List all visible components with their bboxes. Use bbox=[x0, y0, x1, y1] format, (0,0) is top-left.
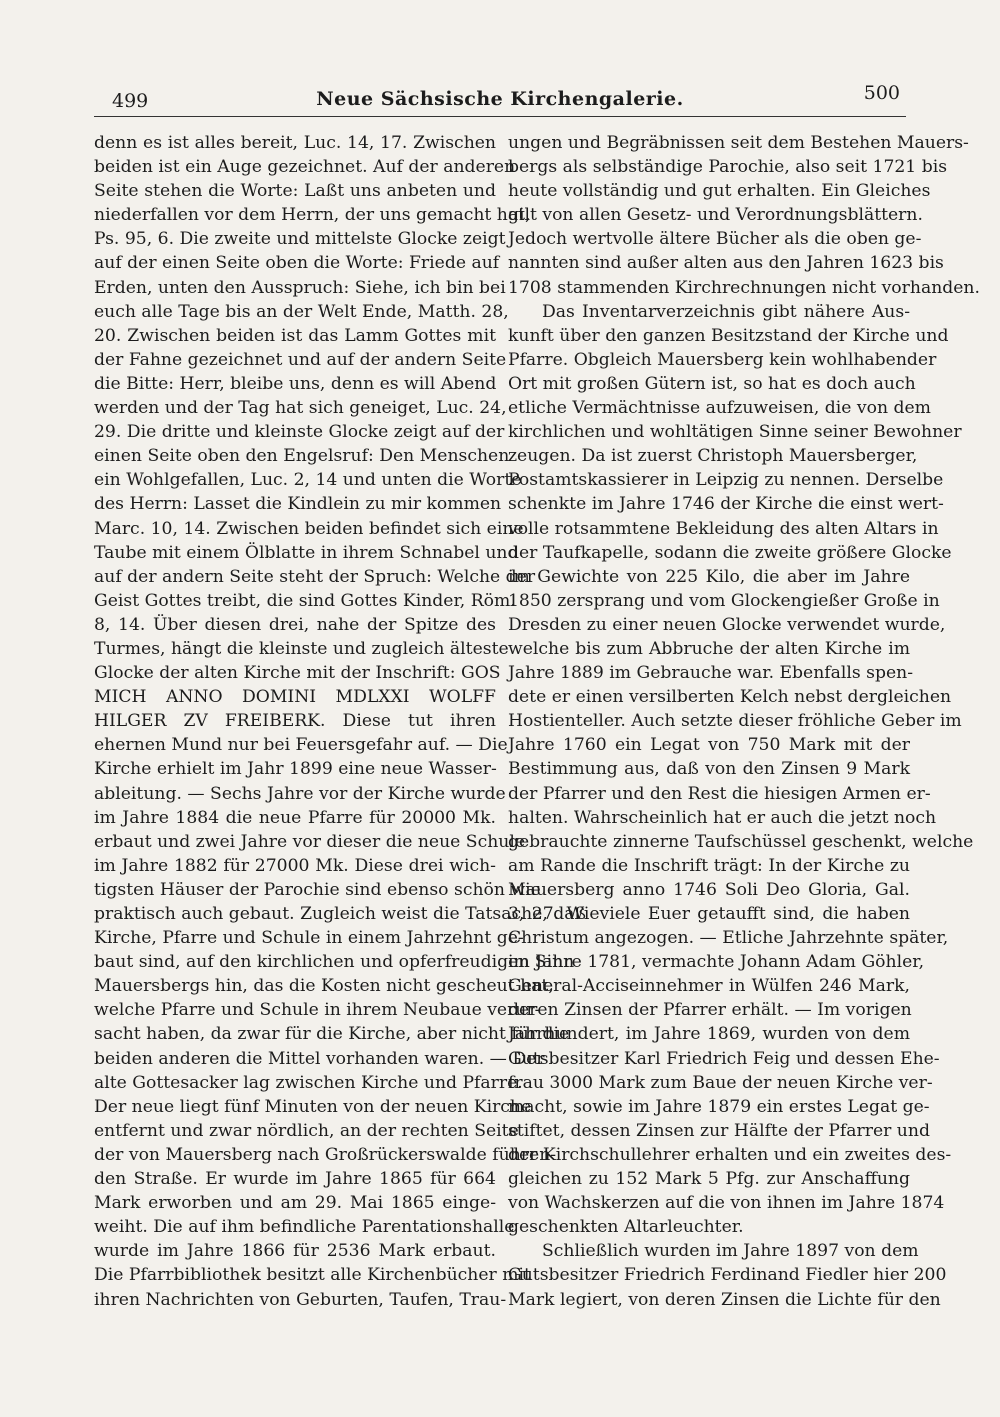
text-line: Der neue liegt fünf Minuten von der neuen Kirche bbox=[94, 1096, 532, 1117]
text-line: zeugen. Da ist zuerst Christoph Mauersberger, bbox=[508, 446, 918, 467]
text-line: nannten sind außer alten aus den Jahren 1623 bis bbox=[508, 253, 944, 274]
text-line: Das Inventarverzeichnis gibt nähere Aus- bbox=[542, 301, 910, 322]
text-line: 29. Die dritte und kleinste Glocke zeigt auf der bbox=[94, 422, 505, 443]
text-line: beiden anderen die Mittel vorhanden waren. — Der bbox=[94, 1048, 545, 1069]
text-line: von Wachskerzen auf die von ihnen im Jahre 1874 bbox=[508, 1193, 945, 1214]
text-line: Mark erworben und am 29. Mai 1865 einge- bbox=[94, 1193, 496, 1214]
text-line: ihren Nachrichten von Geburten, Taufen, Trau- bbox=[94, 1289, 507, 1310]
text-line: ableitung. — Sechs Jahre vor der Kirche wurde bbox=[94, 783, 506, 804]
text-line: ein Wohlgefallen, Luc. 2, 14 und unten die Worte bbox=[94, 470, 522, 491]
text-line: Jedoch wertvolle ältere Bücher als die oben ge- bbox=[508, 229, 922, 250]
text-line: am Rande die Inschrift trägt: In der Kirche zu bbox=[508, 855, 910, 876]
left-text-column bbox=[94, 131, 586, 1312]
right-text-column bbox=[508, 131, 980, 1312]
text-line: tigsten Häuser der Parochie sind ebenso schön wie bbox=[94, 879, 541, 900]
text-line: dete er einen versilberten Kelch nebst dergleichen bbox=[508, 687, 952, 708]
text-line: im Jahre 1884 die neue Pfarre für 20000 Mk. bbox=[94, 807, 496, 828]
text-line: Kirche, Pfarre und Schule in einem Jahrzehnt ge- bbox=[94, 928, 524, 949]
text-line: wurde im Jahre 1866 für 2536 Mark erbaut. bbox=[94, 1241, 496, 1262]
text-line: deren Zinsen der Pfarrer erhält. — Im vorigen bbox=[508, 1000, 912, 1021]
text-line: alte Gottesacker lag zwischen Kirche und Pfarre. bbox=[94, 1072, 523, 1093]
text-line: ehernen Mund nur bei Feuersgefahr auf. — Die bbox=[94, 735, 508, 756]
text-line: kirchlichen und wohltätigen Sinne seiner Bewohner bbox=[508, 422, 962, 443]
page-header bbox=[94, 82, 906, 116]
text-line: 1850 zersprang und vom Glockengießer Große in bbox=[508, 590, 940, 611]
text-line: Ort mit großen Gütern ist, so hat es doch auch bbox=[508, 373, 916, 394]
text-line: 8, 14. Über diesen drei, nahe der Spitze des bbox=[94, 614, 496, 635]
text-line: Dresden zu einer neuen Glocke verwendet wurde, bbox=[508, 614, 946, 635]
text-line: werden und der Tag hat sich geneiget, Luc. 24, bbox=[94, 398, 507, 419]
text-line: Jahre 1889 im Gebrauche war. Ebenfalls spen- bbox=[508, 663, 914, 684]
text-line: Hostienteller. Auch setzte dieser fröhliche Geber im bbox=[508, 711, 962, 732]
text-line: Mark legiert, von deren Zinsen die Lichte für den bbox=[508, 1289, 941, 1310]
text-line: welche bis zum Abbruche der alten Kirche im bbox=[508, 638, 910, 659]
text-line: Ps. 95, 6. Die zweite und mittelste Glocke zeigt bbox=[94, 229, 506, 250]
text-line: Schließlich wurden im Jahre 1897 von dem bbox=[542, 1241, 919, 1262]
text-line: Die Pfarrbibliothek besitzt alle Kirchenbücher mit bbox=[94, 1265, 531, 1286]
text-line: der von Mauersberg nach Großrückerswalde führen- bbox=[94, 1144, 557, 1165]
text-line: 20. Zwischen beiden ist das Lamm Gottes mit bbox=[94, 325, 496, 346]
text-line: Mauersberg anno 1746 Soli Deo Gloria, Gal. bbox=[508, 879, 910, 900]
text-line: Taube mit einem Ölblatte in ihrem Schnabel und bbox=[94, 542, 519, 563]
text-line: 1708 stammenden Kirchrechnungen nicht vorhanden. bbox=[508, 277, 980, 298]
text-line: halten. Wahrscheinlich hat er auch die jetzt noch bbox=[508, 807, 937, 828]
text-line: praktisch auch gebaut. Zugleich weist die Tatsache, daß bbox=[94, 904, 586, 924]
text-line: bergs als selbständige Parochie, also seit 1721 bis bbox=[508, 157, 948, 178]
text-line: beiden ist ein Auge gezeichnet. Auf der anderen bbox=[94, 157, 516, 178]
page-number-right: 500 bbox=[863, 82, 900, 104]
text-line: ungen und Begräbnissen seit dem Bestehen Mauers- bbox=[508, 133, 969, 153]
text-line: weiht. Die auf ihm befindliche Parentationshalle bbox=[94, 1217, 515, 1238]
page-number-left: 499 bbox=[112, 90, 149, 112]
text-line: der Kirchschullehrer erhalten und ein zweites des- bbox=[508, 1144, 952, 1165]
text-line: im Gewichte von 225 Kilo, die aber im Jahre bbox=[508, 566, 910, 587]
text-line: den Straße. Er wurde im Jahre 1865 für 664 bbox=[94, 1169, 496, 1190]
text-line: im Jahre 1781, vermachte Johann Adam Göhler, bbox=[508, 952, 925, 973]
text-line: schenkte im Jahre 1746 der Kirche die einst wert- bbox=[508, 494, 944, 515]
text-line: der Pfarrer und den Rest die hiesigen Armen er- bbox=[508, 783, 931, 804]
text-line: HILGER ZV FREIBERK. Diese tut ihren bbox=[94, 711, 496, 732]
text-line: Marc. 10, 14. Zwischen beiden befindet sich eine bbox=[94, 518, 524, 539]
text-line: frau 3000 Mark zum Baue der neuen Kirche ver- bbox=[508, 1072, 933, 1093]
text-line: gleichen zu 152 Mark 5 Pfg. zur Anschaffung bbox=[508, 1169, 910, 1190]
text-line: niederfallen vor dem Herrn, der uns gemacht hat, bbox=[94, 205, 531, 226]
text-line: baut sind, auf den kirchlichen und opferfreudigen Sinn bbox=[94, 952, 575, 973]
text-line: geschenkten Altarleuchter. bbox=[508, 1217, 744, 1238]
text-line: etliche Vermächtnisse aufzuweisen, die von dem bbox=[508, 398, 931, 419]
text-line: denn es ist alles bereit, Luc. 14, 17. Zwischen bbox=[94, 133, 496, 153]
text-line: sacht haben, da zwar für die Kirche, aber nicht für die bbox=[94, 1024, 570, 1045]
text-line: 3, 27. Wieviele Euer getaufft sind, die haben bbox=[508, 904, 910, 924]
text-line: erbaut und zwei Jahre vor dieser die neue Schule bbox=[94, 831, 526, 852]
text-line: Erden, unten den Ausspruch: Siehe, ich bin bei bbox=[94, 277, 506, 298]
text-line: Jahrhundert, im Jahre 1869, wurden von dem bbox=[508, 1024, 910, 1045]
text-line: gebrauchte zinnerne Taufschüssel geschenkt, welche bbox=[508, 831, 974, 852]
text-line: Seite stehen die Worte: Laßt uns anbeten und bbox=[94, 181, 496, 202]
text-line: MICH ANNO DOMINI MDLXXI WOLFF bbox=[94, 687, 496, 708]
text-line: der Fahne gezeichnet und auf der andern Seite bbox=[94, 349, 507, 370]
text-line: kunft über den ganzen Besitzstand der Kirche und bbox=[508, 325, 949, 346]
text-line: Jahre 1760 ein Legat von 750 Mark mit der bbox=[508, 735, 910, 756]
text-line: Christum angezogen. — Etliche Jahrzehnte später, bbox=[508, 928, 949, 949]
text-line: Mauersbergs hin, das die Kosten nicht gescheut hat, bbox=[94, 976, 554, 997]
text-line: die Bitte: Herr, bleibe uns, denn es will Abend bbox=[94, 373, 497, 394]
text-line: der Taufkapelle, sodann die zweite größere Glocke bbox=[508, 542, 952, 563]
text-line: welche Pfarre und Schule in ihrem Neubaue verur- bbox=[94, 1000, 541, 1021]
header-rule bbox=[94, 116, 906, 117]
text-line: macht, sowie im Jahre 1879 ein erstes Legat ge- bbox=[508, 1096, 930, 1117]
text-line: Turmes, hängt die kleinste und zugleich älteste bbox=[94, 638, 509, 659]
text-line: Geist Gottes treibt, die sind Gottes Kinder, Röm. bbox=[94, 590, 516, 611]
text-line: stiftet, dessen Zinsen zur Hälfte der Pfarrer und bbox=[508, 1120, 930, 1141]
text-line: General-Acciseinnehmer in Wülfen 246 Mark, bbox=[508, 976, 910, 997]
text-line: Postamtskassierer in Leipzig zu nennen. Derselbe bbox=[508, 470, 944, 491]
text-line: volle rotsammtene Bekleidung des alten Altars in bbox=[508, 518, 939, 539]
running-title: Neue Sächsische Kirchengalerie. bbox=[316, 88, 684, 110]
text-line: Pfarre. Obgleich Mauersberg kein wohlhabender bbox=[508, 349, 937, 370]
text-line: Kirche erhielt im Jahr 1899 eine neue Wasser- bbox=[94, 759, 497, 780]
text-line: entfernt und zwar nördlich, an der rechten Seite bbox=[94, 1120, 519, 1141]
text-line: Glocke der alten Kirche mit der Inschrift: GOS bbox=[94, 663, 501, 684]
text-line: heute vollständig und gut erhalten. Ein Gleiches bbox=[508, 181, 931, 202]
text-line: Gutsbesitzer Friedrich Ferdinand Fiedler hier 200 bbox=[508, 1265, 947, 1286]
text-line: auf der andern Seite steht der Spruch: Welche der bbox=[94, 566, 536, 587]
text-line: einen Seite oben den Engelsruf: Den Menschen bbox=[94, 446, 510, 467]
text-line: auf der einen Seite oben die Worte: Friede auf bbox=[94, 253, 500, 274]
text-line: im Jahre 1882 für 27000 Mk. Diese drei wich- bbox=[94, 855, 496, 876]
text-line: gilt von allen Gesetz- und Verordnungsblättern. bbox=[508, 205, 923, 226]
text-line: Gutsbesitzer Karl Friedrich Feig und dessen Ehe- bbox=[508, 1048, 940, 1069]
text-line: des Herrn: Lasset die Kindlein zu mir kommen bbox=[94, 494, 502, 515]
text-line: euch alle Tage bis an der Welt Ende, Matth. 28, bbox=[94, 301, 509, 322]
text-line: Bestimmung aus, daß von den Zinsen 9 Mark bbox=[508, 759, 910, 780]
